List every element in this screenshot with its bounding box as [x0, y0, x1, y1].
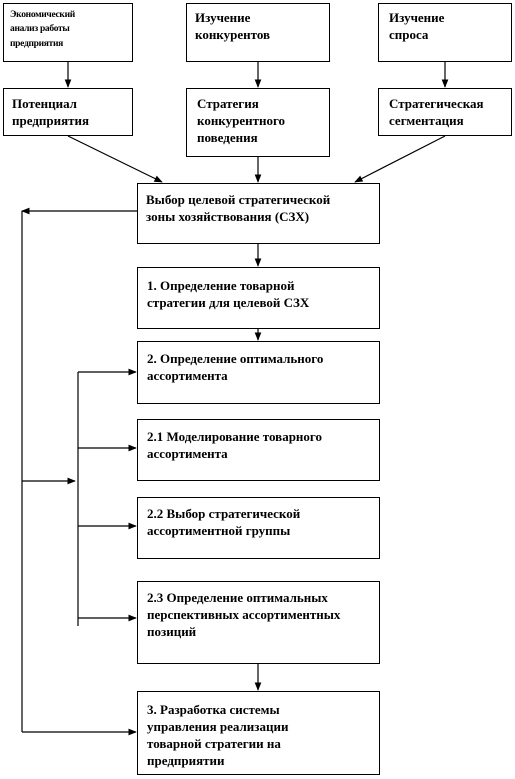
box-step-2-1-label: 2.1 Моделирование товарного ассортимента — [147, 429, 322, 461]
box-enterprise-potential — [3, 88, 133, 136]
box-target-zone-selection-label: Выбор целевой стратегической зоны хозяйствования (СЗХ) — [146, 192, 331, 224]
box-step-2-1 — [137, 419, 380, 481]
box-economic-analysis-label: Экономический анализ работы предприятия — [10, 10, 75, 49]
box-competitive-strategy — [186, 88, 330, 157]
box-economic-analysis — [3, 3, 133, 62]
box-target-zone-selection — [137, 183, 380, 244]
box-demand-study — [378, 3, 512, 62]
box-step-1-label: 1. Определение товарной стратегии для целевой СЗХ — [147, 278, 310, 310]
box-competitor-study — [186, 3, 330, 62]
box-strategic-segmentation-label: Стратегическая сегментация — [389, 96, 484, 128]
box-step-2-label: 2. Определение оптимального ассортимента — [147, 351, 324, 383]
box-competitive-strategy-label: Стратегия конкурентного поведения — [197, 96, 286, 145]
box-demand-study-label: Изучение спроса — [389, 10, 445, 42]
box-step-2-3-label: 2.3 Определение оптимальных перспективных ассортиментных позиций — [147, 590, 341, 639]
box-enterprise-potential-label: Потенциал предприятия — [12, 96, 90, 128]
box-strategic-segmentation — [378, 88, 512, 136]
box-step-2-2-label: 2.2 Выбор стратегической ассортиментной группы — [147, 506, 301, 538]
box-step-1 — [137, 267, 380, 329]
box-step-3-label: 3. Разработка системы управления реализации товарной стратегии на предприятии — [147, 702, 289, 768]
box-step-3 — [137, 691, 380, 775]
arrow-segmentation-to-target — [355, 136, 445, 182]
box-step-2-2 — [137, 497, 380, 559]
arrow-potential-to-target — [68, 136, 162, 182]
box-competitor-study-label: Изучение конкурентов — [195, 10, 271, 42]
box-step-2-3 — [137, 581, 380, 664]
box-step-2 — [137, 341, 380, 404]
